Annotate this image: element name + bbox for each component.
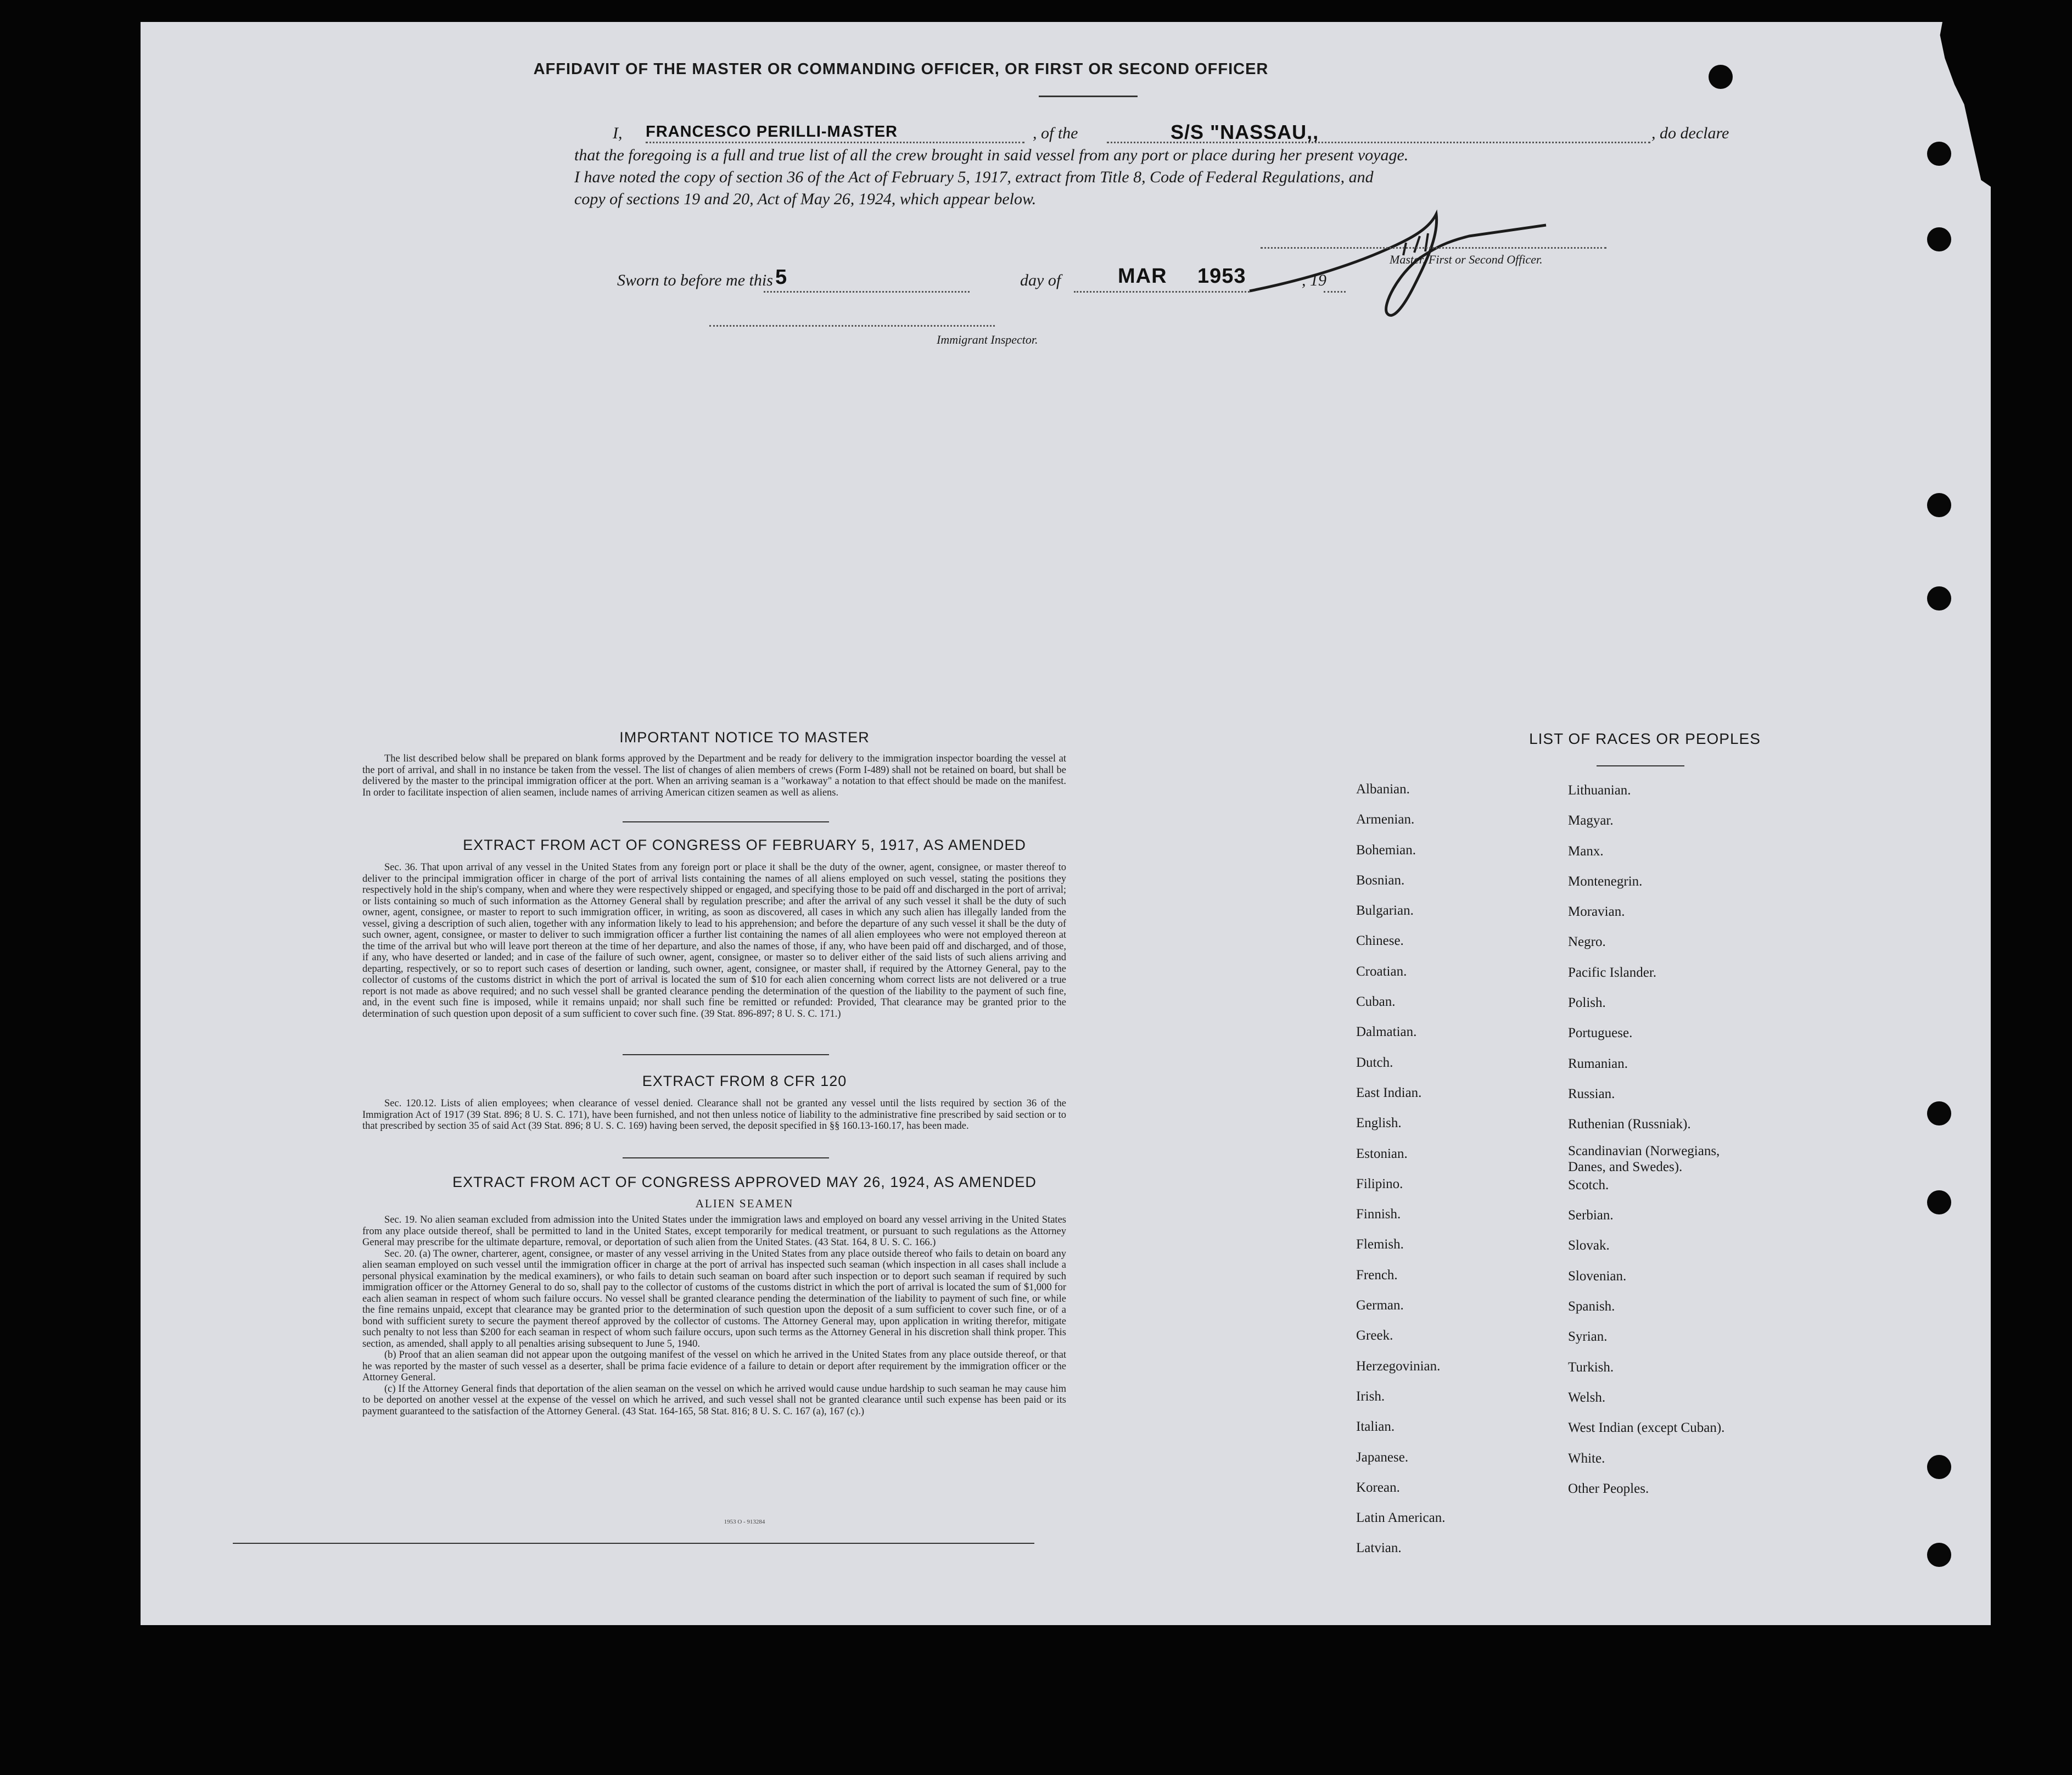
race-item: Portuguese. [1568, 1026, 1633, 1041]
extract-1924-para: (c) If the Attorney General finds that deportation of the alien seaman on the vessel on which he arrived would cause undue hardship to such seaman he may cause him to be deported on another vessel at the expense of the vessel on which he arrived, and such vessel shall not be granted clearance until such expense has been paid or its payment guaranteed to the satisfaction of the Attorney General. (43 Stat. 164-165, 58 Stat. 816; 8 U. S. C. 167 (a), 167 (c).) [362, 1383, 1066, 1417]
affidavit-line3: I have noted the copy of section 36 of the Act of February 5, 1917, extract from Title 8, Code of Federal Regulations, and [574, 168, 1374, 186]
master-caption: Master, First or Second Officer. [1390, 253, 1543, 266]
vessel-name: S/S "NASSAU,, [1171, 121, 1319, 143]
race-item: Magyar. [1568, 813, 1614, 828]
race-item: Ruthenian (Russniak). [1568, 1117, 1691, 1132]
sworn-month: MAR [1118, 265, 1167, 288]
punch-hole [1709, 65, 1733, 89]
race-item: Armenian. [1356, 812, 1415, 827]
punch-hole [1927, 227, 1951, 251]
race-item: Scotch. [1568, 1177, 1609, 1192]
race-item: Syrian. [1568, 1329, 1608, 1345]
bottom-rule [233, 1543, 1034, 1544]
extract-1924-subheading: ALIEN SEAMEN [695, 1197, 794, 1210]
race-item: Japanese. [1356, 1449, 1409, 1465]
extract-1924-para: (b) Proof that an alien seaman did not appear upon the outgoing manifest of the vessel on which he arrived in the United States from any place outside thereof, or that he was reported by the master of such vessel as a deserter, shall be prima facie evidence of a failure to detain or deport after requirement by the immigration officer or the Attorney General. [362, 1350, 1066, 1383]
punch-hole [1927, 493, 1951, 517]
do-declare-text: , do declare [1651, 124, 1729, 142]
race-item: East Indian. [1356, 1085, 1422, 1100]
fill-line [646, 142, 1024, 143]
race-item: English. [1356, 1116, 1402, 1131]
of-the-text: , of the [1033, 124, 1078, 142]
divider [623, 1157, 829, 1158]
divider [1597, 765, 1684, 766]
extract-1924-para: Sec. 19. No alien seaman excluded from admission into the United States under the immigration laws and employed on board any vessel arriving in the United States from any place outside thereof, shall be permitted to land in the United States, except temporarily for medical treatment, or pursuant to such regulations as the Attorney General may prescribe for the ultimate departure, removal, or deportation of such alien from the United States. (43 Stat. 164, 8 U. S. C. 166.) [362, 1214, 1066, 1248]
inspector-caption: Immigrant Inspector. [937, 333, 1038, 346]
race-item: Albanian. [1356, 782, 1410, 797]
punch-hole [1927, 1101, 1951, 1126]
race-item: Estonian. [1356, 1146, 1408, 1161]
race-item: Polish. [1568, 995, 1606, 1011]
race-item: Greek. [1356, 1328, 1393, 1343]
races-list-left [1356, 774, 1445, 1564]
race-item: Latin American. [1356, 1510, 1446, 1526]
race-item: Finnish. [1356, 1207, 1401, 1222]
race-item: Italian. [1356, 1419, 1395, 1435]
race-item: Pacific Islander. [1568, 965, 1657, 980]
year-suffix: , 19 [1302, 271, 1326, 289]
divider [623, 1054, 829, 1055]
sworn-year: 1953 [1197, 265, 1246, 288]
race-item: Irish. [1356, 1388, 1385, 1404]
affidavit-prefix: I, [613, 124, 623, 142]
fill-line [764, 291, 970, 293]
notice-heading: IMPORTANT NOTICE TO MASTER [619, 729, 870, 746]
handwritten-signature [1239, 203, 1579, 335]
race-item: Cuban. [1356, 994, 1396, 1010]
races-list-right [1568, 775, 1724, 1504]
race-item: German. [1356, 1298, 1404, 1313]
race-item: Bulgarian. [1356, 903, 1414, 919]
race-item: Slovenian. [1568, 1268, 1627, 1284]
punch-hole [1927, 142, 1951, 166]
race-item: Filipino. [1356, 1176, 1403, 1191]
race-item: Korean. [1356, 1480, 1400, 1495]
race-item: Chinese. [1356, 933, 1404, 949]
punch-hole [1927, 586, 1951, 611]
race-item: Montenegrin. [1568, 873, 1643, 889]
race-item: White. [1568, 1451, 1605, 1466]
extract-1924-heading: EXTRACT FROM ACT OF CONGRESS APPROVED MAY 26, 1924, AS AMENDED [452, 1174, 1037, 1190]
race-item: Latvian. [1356, 1541, 1402, 1556]
extract-cfr-heading: EXTRACT FROM 8 CFR 120 [642, 1073, 847, 1089]
race-item: Manx. [1568, 843, 1604, 859]
affidavit-line4: copy of sections 19 and 20, Act of May 26, 1924, which appear below. [574, 190, 1037, 208]
race-item: Flemish. [1356, 1237, 1404, 1252]
extract-cfr-body [362, 1098, 1066, 1132]
affidavit-line2: that the foregoing is a full and true list of all the crew brought in said vessel from any port or place during her present voyage. [574, 146, 1409, 164]
race-item: Rumanian. [1568, 1056, 1628, 1071]
race-item: Welsh. [1568, 1390, 1606, 1405]
extract-1924-body [362, 1214, 1066, 1417]
notice-text: The list described below shall be prepared on blank forms approved by the Department and be ready for delivery to the immigration inspector boarding the vessel at the port of arrival, and shall in no instance be taken from the vessel. The list of changes of alien members of crews (Form I-489) shall not be retained on board, but shall be delivered by the master to the principal immigration officer at the port. When an arriving seaman is a "workaway" a notation to that effect should be made on the manifest. In order to facilitate inspection of alien seamen, include names of arriving American citizen seamen as well as aliens. [362, 753, 1066, 798]
punch-hole [1927, 1455, 1951, 1479]
race-item: Negro. [1568, 934, 1606, 950]
day-of-text: day of [1020, 271, 1061, 289]
signature-line [1261, 247, 1606, 249]
fill-line [1324, 291, 1346, 293]
race-item: Serbian. [1568, 1208, 1614, 1223]
extract-1917-body [362, 862, 1066, 1020]
fill-line [1107, 142, 1650, 143]
extract-cfr-text: Sec. 120.12. Lists of alien employees; when clearance of vessel denied. Clearance shall not be granted any vessel until the lists required by section 36 of the Immigration Act of 1917 (39 Stat. 896; 8 U. S. C. 171), have been furnished, and not then unless notice of liability to the administrative fine prescribed by said section or to that prescribed by section 35 of said Act (39 Stat. 896; 8 U. S. C. 169) having been served, the deposit specified in §§ 160.13-160.17, has been made. [362, 1098, 1066, 1132]
races-heading: LIST OF RACES OR PEOPLES [1529, 730, 1761, 747]
punch-hole [1927, 1543, 1951, 1567]
race-item: Slovak. [1568, 1238, 1610, 1253]
sworn-day: 5 [775, 266, 788, 289]
divider [1039, 96, 1138, 97]
inspector-line [709, 325, 995, 327]
race-item: West Indian (except Cuban). [1568, 1420, 1725, 1436]
race-item: Lithuanian. [1568, 783, 1631, 798]
affidavit-heading: AFFIDAVIT OF THE MASTER OR COMMANDING OFFICER, OR FIRST OR SECOND OFFICER [533, 60, 1269, 78]
race-item: Dalmatian. [1356, 1024, 1417, 1040]
extract-1924-para: Sec. 20. (a) The owner, charterer, agent, consignee, or master of any vessel arriving in the United States from any place outside thereof who fails to detain on board any alien seaman employed on such vessel until the immigration officer in charge at the port of arrival has inspected such seaman (which inspection in all cases shall include a personal physical examination by the medical examiners), or who fails to detain such seaman on board after such inspection or to deport such seaman if required by such immigration officer or the Attorney General to do so, shall pay to the collector of customs of the customs district in which the port of arrival is located the sum of $1,000 for each alien seaman in respect of whom such failure occurs. No vessel shall be granted clearance pending the determination of the liability to payment of such fine, or while the fine remains unpaid, except that clearance may be granted prior to the determination of such question upon the deposit of a sum sufficient to cover such fine, or of a bond with sufficient surety to secure the payment thereof approved by the collector of customs. The Attorney General may, upon application in writing therefor, mitigate such penalty to not less than $200 for each seaman in respect of whom such failure occurs, upon such terms as the Attorney General in his discretion shall think proper. This section, as amended, shall apply to all penalties arising subsequent to June 5, 1940. [362, 1248, 1066, 1350]
race-item: Herzegovinian. [1356, 1358, 1441, 1374]
notice-body [362, 753, 1066, 798]
print-code: 1953 O - 913284 [724, 1519, 765, 1525]
race-item: French. [1356, 1267, 1398, 1283]
race-item: Turkish. [1568, 1359, 1614, 1375]
fill-line [1074, 291, 1250, 293]
race-item: Bosnian. [1356, 872, 1405, 888]
race-item: Other Peoples. [1568, 1481, 1649, 1496]
document-page [141, 22, 1991, 1625]
race-item: Bohemian. [1356, 842, 1416, 858]
race-item: Spanish. [1568, 1299, 1615, 1314]
race-item: Croatian. [1356, 964, 1407, 979]
race-item: Moravian. [1568, 904, 1625, 920]
race-item: Scandinavian (Norwegians, Danes, and Swedes). [1568, 1143, 1720, 1174]
race-item: Dutch. [1356, 1055, 1393, 1070]
sworn-text: Sworn to before me this [617, 271, 773, 289]
extract-1917-heading: EXTRACT FROM ACT OF CONGRESS OF FEBRUARY 5, 1917, AS AMENDED [463, 837, 1026, 853]
punch-hole [1927, 1190, 1951, 1214]
divider [623, 821, 829, 822]
master-name: FRANCESCO PERILLI-MASTER [646, 123, 898, 141]
extract-1917-text: Sec. 36. That upon arrival of any vessel in the United States from any foreign port or place it shall be the duty of the owner, agent, consignee, or master thereof to deliver to the principal immigration officer in charge of the port of arrival lists containing the names of all aliens employed on such vessel, stating the positions they respectively hold in the ship's company, when and where they were respectively shipped or engaged, and specifying those to be paid off and discharged in the port of arrival; or lists containing so much of such information as the Attorney General shall by regulation prescribe; and after the arrival of any such vessel it shall be the duty of such owner, agent, consignee, or master to report to such immigration officer, in writing, as soon as discovered, all cases in which any such alien has illegally landed from the vessel, giving a description of such alien, together with any information likely to lead to his apprehension; and before the departure of any such vessel it shall be the duty of such owner, agent, consignee, or master to deliver to such immigration officer a further list containing the names of all alien employees who were not employed thereon at the time of the arrival but who will leave port thereon at the time of her departure, and also the names of those, if any, who have been paid off and discharged, and of those, if any, who have deserted or landed; and in case of the failure of such owner, agent, consignee, or master so to deliver either of the said lists of such aliens arriving and departing, respectively, or so to report such cases of desertion or landing, such owner, agent, consignee, or master shall, if required by the Attorney General, pay to the collector of customs of the customs district in which the port of arrival is located the sum of $10 for each alien concerning whom correct lists are not delivered or a true report is not made as above required; and no such vessel shall be granted clearance pending the determination of the question of the liability to the payment of such fine, and, in the event such fine is imposed, while it remains unpaid; nor shall such fine be remitted or refunded: Provided, That clearance may be granted prior to the determination of such question upon deposit of a sum sufficient to cover such fine. (39 Stat. 896-897; 8 U. S. C. 171.) [362, 862, 1066, 1020]
race-item: Russian. [1568, 1086, 1615, 1101]
